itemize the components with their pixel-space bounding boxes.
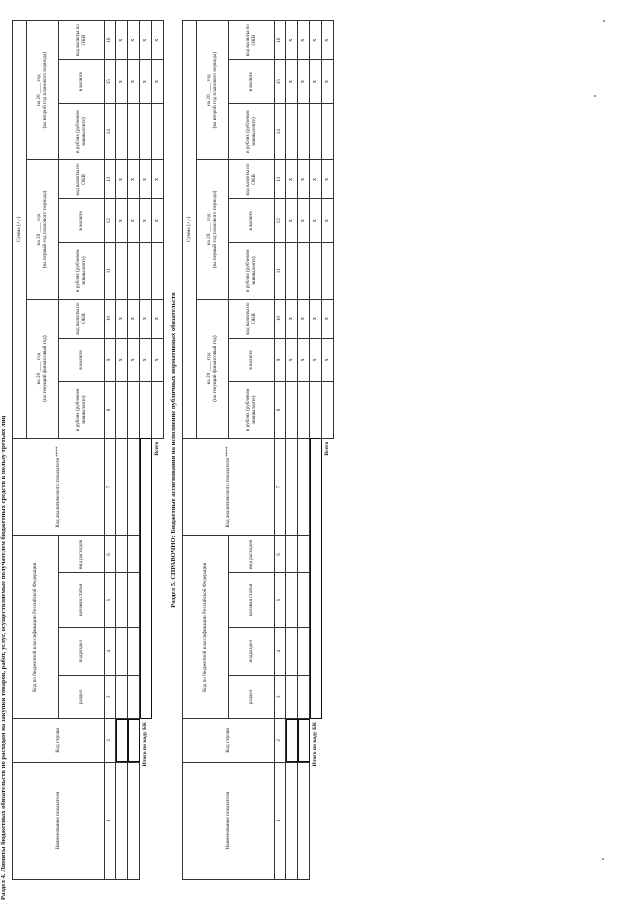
header-year-2: на 20 ____ год (на первый год планового периода)	[27, 160, 59, 299]
cell[interactable]	[286, 536, 298, 573]
x-mark: x	[152, 21, 164, 60]
x-mark: x	[322, 21, 334, 60]
x-mark: x	[152, 160, 164, 199]
cell[interactable]	[286, 762, 298, 879]
scan-speck	[602, 858, 604, 860]
x-mark: x	[322, 160, 334, 199]
x-mark: x	[286, 160, 298, 199]
total-all-row	[322, 21, 334, 880]
total-bk-label: Итого по коду БК	[311, 722, 318, 767]
header-val-2: в валюте	[59, 199, 105, 242]
col-num: 10	[105, 299, 116, 338]
x-mark: x	[286, 199, 298, 242]
header-val-3: в валюте	[229, 60, 275, 103]
cell[interactable]	[128, 762, 140, 879]
col-num: 4	[275, 627, 286, 675]
cell[interactable]	[116, 627, 128, 675]
col-num: 8	[275, 382, 286, 439]
x-mark: x	[128, 21, 140, 60]
x-mark: x	[128, 60, 140, 103]
cell[interactable]	[116, 675, 128, 718]
x-mark: x	[140, 199, 152, 242]
cell[interactable]	[298, 762, 310, 879]
cell[interactable]	[152, 382, 164, 439]
x-mark: x	[310, 338, 322, 381]
x-mark: x	[116, 199, 128, 242]
x-mark: x	[322, 338, 334, 381]
cell[interactable]	[310, 242, 322, 299]
section-5-table	[182, 20, 334, 880]
cell[interactable]	[298, 675, 310, 718]
header-year-2: на 20 ____ год (на первый год планового периода)	[197, 160, 229, 299]
cell[interactable]	[128, 573, 140, 627]
cell[interactable]	[116, 438, 128, 536]
header-okv-3: код валюты по ОКВ	[59, 21, 105, 60]
total-all-row	[152, 21, 164, 880]
x-mark: x	[140, 299, 152, 338]
cell[interactable]	[140, 242, 152, 299]
cell[interactable]	[286, 103, 298, 160]
cell[interactable]	[286, 438, 298, 536]
total-bk-row	[140, 21, 152, 880]
cell[interactable]	[140, 382, 152, 439]
header-podrazdel: подраздел	[59, 627, 105, 675]
x-mark: x	[286, 60, 298, 103]
header-vr: вид расходов	[229, 536, 275, 573]
cell[interactable]	[322, 103, 334, 160]
cell[interactable]	[128, 627, 140, 675]
cell[interactable]	[298, 627, 310, 675]
cell[interactable]	[298, 536, 310, 573]
cell[interactable]	[310, 438, 322, 718]
col-num: 1	[275, 762, 286, 879]
x-mark: x	[116, 60, 128, 103]
x-mark: x	[298, 199, 310, 242]
total-bk-label: Итого по коду БК	[141, 722, 148, 767]
x-mark: x	[310, 299, 322, 338]
x-mark: x	[116, 338, 128, 381]
header-val-2: в валюте	[229, 199, 275, 242]
x-mark: x	[298, 299, 310, 338]
col-num: 15	[275, 60, 286, 103]
col-num: 9	[105, 338, 116, 381]
total-all-label: Всего	[153, 441, 160, 456]
header-rub-2: в рублях (рублевом эквиваленте)	[229, 242, 275, 299]
col-num: 10	[275, 299, 286, 338]
x-mark: x	[310, 199, 322, 242]
col-num: 4	[105, 627, 116, 675]
header-podrazdel: подраздел	[229, 627, 275, 675]
cell[interactable]	[322, 242, 334, 299]
x-mark: x	[152, 299, 164, 338]
x-mark: x	[128, 160, 140, 199]
cell[interactable]	[322, 382, 334, 439]
section-5-title: Раздел 5. СПРАВОЧНО: Бюджетные ассигнования на исполнение публичных нормативных обязательств	[170, 292, 177, 608]
x-mark: x	[298, 338, 310, 381]
header-csr: целевая статья	[229, 573, 275, 627]
data-row	[286, 21, 298, 880]
header-year-1: на 20 ____ год (на текущий финансовый год)	[197, 299, 229, 438]
cell[interactable]	[298, 573, 310, 627]
cell[interactable]	[298, 103, 310, 160]
cell[interactable]	[128, 382, 140, 439]
header-year-3: на 20 ____ год (на второй год планового периода)	[27, 21, 59, 160]
cell[interactable]	[286, 242, 298, 299]
col-num: 8	[105, 382, 116, 439]
col-num: 1	[105, 762, 116, 879]
x-mark: x	[140, 21, 152, 60]
col-num: 12	[275, 199, 286, 242]
col-num: 16	[275, 21, 286, 60]
cell[interactable]	[152, 103, 164, 160]
cell[interactable]	[140, 438, 152, 718]
cell[interactable]	[286, 573, 298, 627]
header-okv-1: код валюты по ОКВ	[229, 299, 275, 338]
col-num: 14	[105, 103, 116, 160]
header-csr: целевая статья	[59, 573, 105, 627]
x-mark: x	[286, 299, 298, 338]
cell[interactable]	[128, 536, 140, 573]
x-mark: x	[322, 299, 334, 338]
x-mark: x	[152, 199, 164, 242]
header-analytic: Код аналитического показателя ****	[13, 438, 105, 536]
col-num: 11	[105, 242, 116, 299]
scan-speck	[594, 95, 596, 97]
column-numbers-row	[275, 21, 286, 880]
header-val-1: в валюте	[229, 338, 275, 381]
header-rub-2: в рублях (рублевом эквиваленте)	[59, 242, 105, 299]
x-mark: x	[140, 338, 152, 381]
header-razdel: раздел	[59, 675, 105, 718]
col-num: 14	[275, 103, 286, 160]
cell[interactable]	[116, 762, 128, 879]
cell[interactable]	[116, 573, 128, 627]
header-bk: Код по бюджетной классификации Российской Федерации	[13, 536, 59, 719]
header-rub-1: в рублях (рублевом эквиваленте)	[59, 382, 105, 439]
header-okv-1: код валюты по ОКВ	[59, 299, 105, 338]
col-num: 9	[275, 338, 286, 381]
x-mark: x	[152, 60, 164, 103]
scan-speck	[603, 20, 605, 22]
header-name: Наименование показателя	[13, 762, 105, 879]
header-okv-3: код валюты по ОКВ	[229, 21, 275, 60]
col-num: 15	[105, 60, 116, 103]
x-mark: x	[310, 60, 322, 103]
header-name: Наименование показателя	[183, 762, 275, 879]
x-mark: x	[298, 60, 310, 103]
header-code-row: Код строки	[13, 719, 105, 762]
x-mark: x	[140, 160, 152, 199]
cell[interactable]	[310, 103, 322, 160]
col-num: 2	[105, 719, 116, 762]
x-mark: x	[322, 199, 334, 242]
cell[interactable]	[298, 242, 310, 299]
cell[interactable]	[140, 103, 152, 160]
header-bk: Код по бюджетной классификации Российской Федерации	[183, 536, 229, 719]
data-row	[116, 21, 128, 880]
header-sum: Сумма (+,-)	[13, 21, 27, 439]
cell[interactable]	[116, 242, 128, 299]
data-row	[298, 21, 310, 880]
col-num: 5	[275, 573, 286, 627]
col-num: 2	[275, 719, 286, 762]
col-num: 6	[105, 536, 116, 573]
cell[interactable]	[286, 627, 298, 675]
cell[interactable]	[310, 382, 322, 439]
cell[interactable]	[128, 719, 140, 762]
col-num: 3	[105, 675, 116, 718]
col-num: 7	[275, 438, 286, 536]
x-mark: x	[286, 21, 298, 60]
cell[interactable]	[286, 719, 298, 762]
cell[interactable]	[128, 438, 140, 536]
x-mark: x	[116, 21, 128, 60]
cell[interactable]	[128, 675, 140, 718]
cell[interactable]	[286, 675, 298, 718]
header-rub-3: в рублях (рублевом эквиваленте)	[229, 103, 275, 160]
col-num: 3	[275, 675, 286, 718]
header-val-1: в валюте	[59, 338, 105, 381]
col-num: 13	[275, 160, 286, 199]
cell[interactable]	[116, 382, 128, 439]
x-mark: x	[152, 338, 164, 381]
x-mark: x	[128, 199, 140, 242]
x-mark: x	[128, 299, 140, 338]
col-num: 11	[275, 242, 286, 299]
cell[interactable]	[152, 242, 164, 299]
cell[interactable]	[128, 103, 140, 160]
x-mark: x	[140, 60, 152, 103]
col-num: 16	[105, 21, 116, 60]
header-year-1: на 20 ____ год (на текущий финансовый год)	[27, 299, 59, 438]
col-num: 7	[105, 438, 116, 536]
x-mark: x	[298, 21, 310, 60]
header-razdel: раздел	[229, 675, 275, 718]
cell[interactable]	[298, 382, 310, 439]
x-mark: x	[310, 160, 322, 199]
x-mark: x	[128, 338, 140, 381]
column-numbers-row	[105, 21, 116, 880]
cell[interactable]	[286, 382, 298, 439]
x-mark: x	[116, 160, 128, 199]
header-vr: вид расходов	[59, 536, 105, 573]
cell[interactable]	[128, 242, 140, 299]
x-mark: x	[310, 21, 322, 60]
header-sum: Сумма (+,-)	[183, 21, 197, 439]
x-mark: x	[116, 299, 128, 338]
cell[interactable]	[116, 719, 128, 762]
x-mark: x	[286, 338, 298, 381]
section-4-table	[12, 20, 164, 880]
total-bk-row	[310, 21, 322, 880]
data-row	[128, 21, 140, 880]
cell[interactable]	[298, 438, 310, 536]
header-year-3: на 20 ____ год (на второй год планового периода)	[197, 21, 229, 160]
header-rub-3: в рублях (рублевом эквиваленте)	[59, 103, 105, 160]
header-okv-2: код валюты по ОКВ	[229, 160, 275, 199]
x-mark: x	[322, 60, 334, 103]
cell[interactable]	[116, 536, 128, 573]
header-okv-2: код валюты по ОКВ	[59, 160, 105, 199]
section-4-title: Раздел 4. Лимиты бюджетных обязательств по расходам на закупки товаров, работ, услуг, осуществляемые получателем бюджетных средств в пользу третьих лиц	[0, 415, 7, 900]
x-mark: x	[298, 160, 310, 199]
cell[interactable]	[298, 719, 310, 762]
col-num: 5	[105, 573, 116, 627]
header-code-row: Код строки	[183, 719, 275, 762]
header-analytic: Код аналитического показателя ****	[183, 438, 275, 536]
header-val-3: в валюте	[59, 60, 105, 103]
cell[interactable]	[116, 103, 128, 160]
col-num: 12	[105, 199, 116, 242]
col-num: 6	[275, 536, 286, 573]
total-all-label: Всего	[323, 441, 330, 456]
col-num: 13	[105, 160, 116, 199]
header-rub-1: в рублях (рублевом эквиваленте)	[229, 382, 275, 439]
